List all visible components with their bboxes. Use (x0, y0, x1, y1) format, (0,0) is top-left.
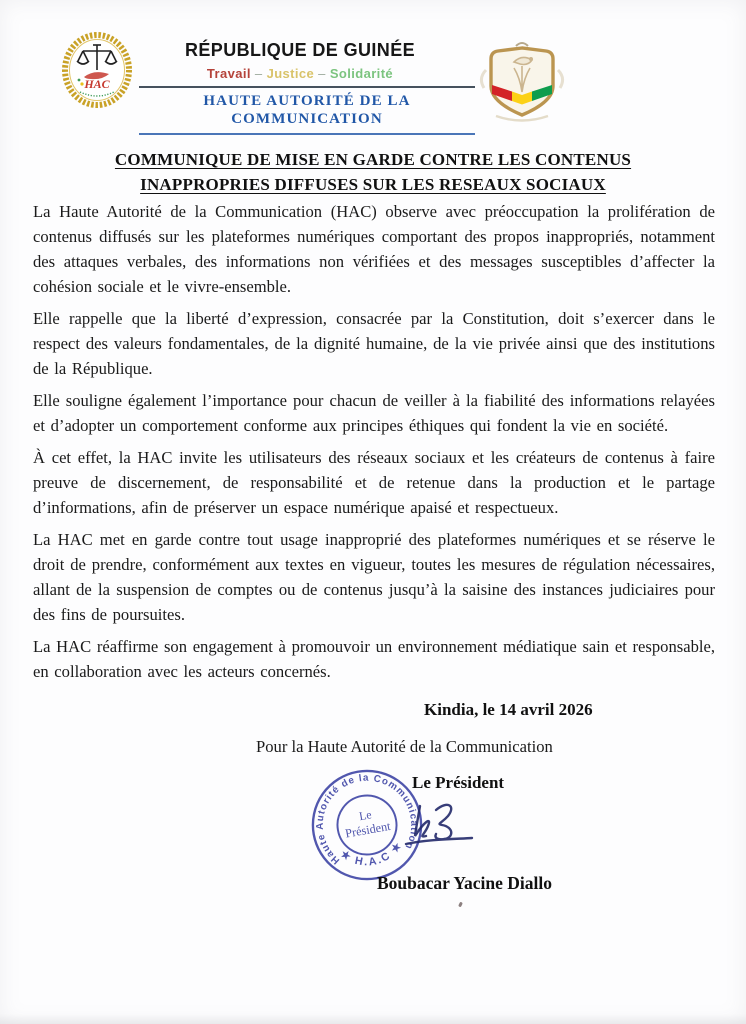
motto-word-solidarite: Solidarité (329, 66, 394, 81)
paragraph-1: La Haute Autorité de la Communication (HAC) observe avec préoccupation la prolifération de contenus diffusés sur les plateformes numériques comportant des propos inappropriés, notamment des attaques verbales, des informations non vérifiées et des messages susceptibles d’affecter la cohésion sociale et le vivre-ensemble. (33, 202, 715, 296)
republic-title: RÉPUBLIQUE DE GUINÉE (184, 40, 416, 60)
handwritten-signature (398, 798, 498, 858)
paragraph-5: La HAC met en garde contre tout usage inapproprié des plateformes numériques et se réserve le droit de prendre, conformément aux textes en vigueur, toutes les mesures de régulation nécessaires, allant de la suspension de comptes ou de contenus jusqu’à la saisine des instances judiciaires pour des fins de poursuites. (33, 530, 715, 624)
dateline: Kindia, le 14 avril 2026 (424, 700, 593, 719)
paragraph-6: La HAC réaffirme son engagement à promouvoir un environnement médiatique sain et responsable, en collaboration avec les acteurs concernés. (33, 637, 715, 681)
document-title-line2: INAPPROPRIES DIFFUSES SUR LES RESEAUX SOCIAUX (140, 175, 606, 194)
stamp-center-line1: Le (357, 807, 373, 824)
hac-logo-text: HAC (84, 77, 110, 91)
guinea-coat-of-arms-icon (476, 40, 568, 124)
authority-name: HAUTE AUTORITÉ DE LA COMMUNICATION (203, 93, 411, 127)
paragraph-2: Elle rappelle que la liberté d’expression, consacrée par la Constitution, doit s’exercer dans le respect des valeurs fondamentales, de la dignité humaine, de la vie privée ainsi que des institutions de la République. (33, 309, 715, 378)
paragraph-4: À cet effet, la HAC invite les utilisateurs des réseaux sociaux et les créateurs de contenus à faire preuve de discernement, de responsabilité et de retenue dans la production et le partage d’informations, afin de préserver un espace numérique apaisé et respectueux. (33, 448, 715, 517)
stamp-ring-text: Haute Autorité de la Communication (314, 772, 420, 867)
authority-banner (139, 86, 475, 135)
motto-separator: – (254, 66, 263, 81)
document-body (33, 199, 715, 691)
stamp-center-line2: Président (344, 818, 392, 841)
motto-word-travail: Travail (206, 66, 251, 81)
national-motto (120, 66, 480, 81)
document-title-line1: COMMUNIQUE DE MISE EN GARDE CONTRE LES CONTENUS (114, 150, 632, 169)
ink-speck (458, 902, 463, 908)
signature-block (0, 690, 746, 1024)
motto-word-justice: Justice (266, 66, 315, 81)
on-behalf-line: Pour la Haute Autorité de la Communication (256, 737, 553, 756)
signatory-name: Boubacar Yacine Diallo (377, 873, 553, 893)
header (120, 40, 480, 81)
paragraph-3: Elle souligne également l’importance pour chacun de veiller à la fiabilité des informations relayées et d’adopter un comportement conforme aux principes éthiques qui fondent la vie en société. (33, 391, 715, 435)
signatory-role: Le Président (412, 773, 505, 792)
stamp-bottom-text: ★ H.A.C ★ (338, 838, 406, 869)
document-title (60, 147, 686, 197)
motto-separator: – (318, 66, 326, 81)
